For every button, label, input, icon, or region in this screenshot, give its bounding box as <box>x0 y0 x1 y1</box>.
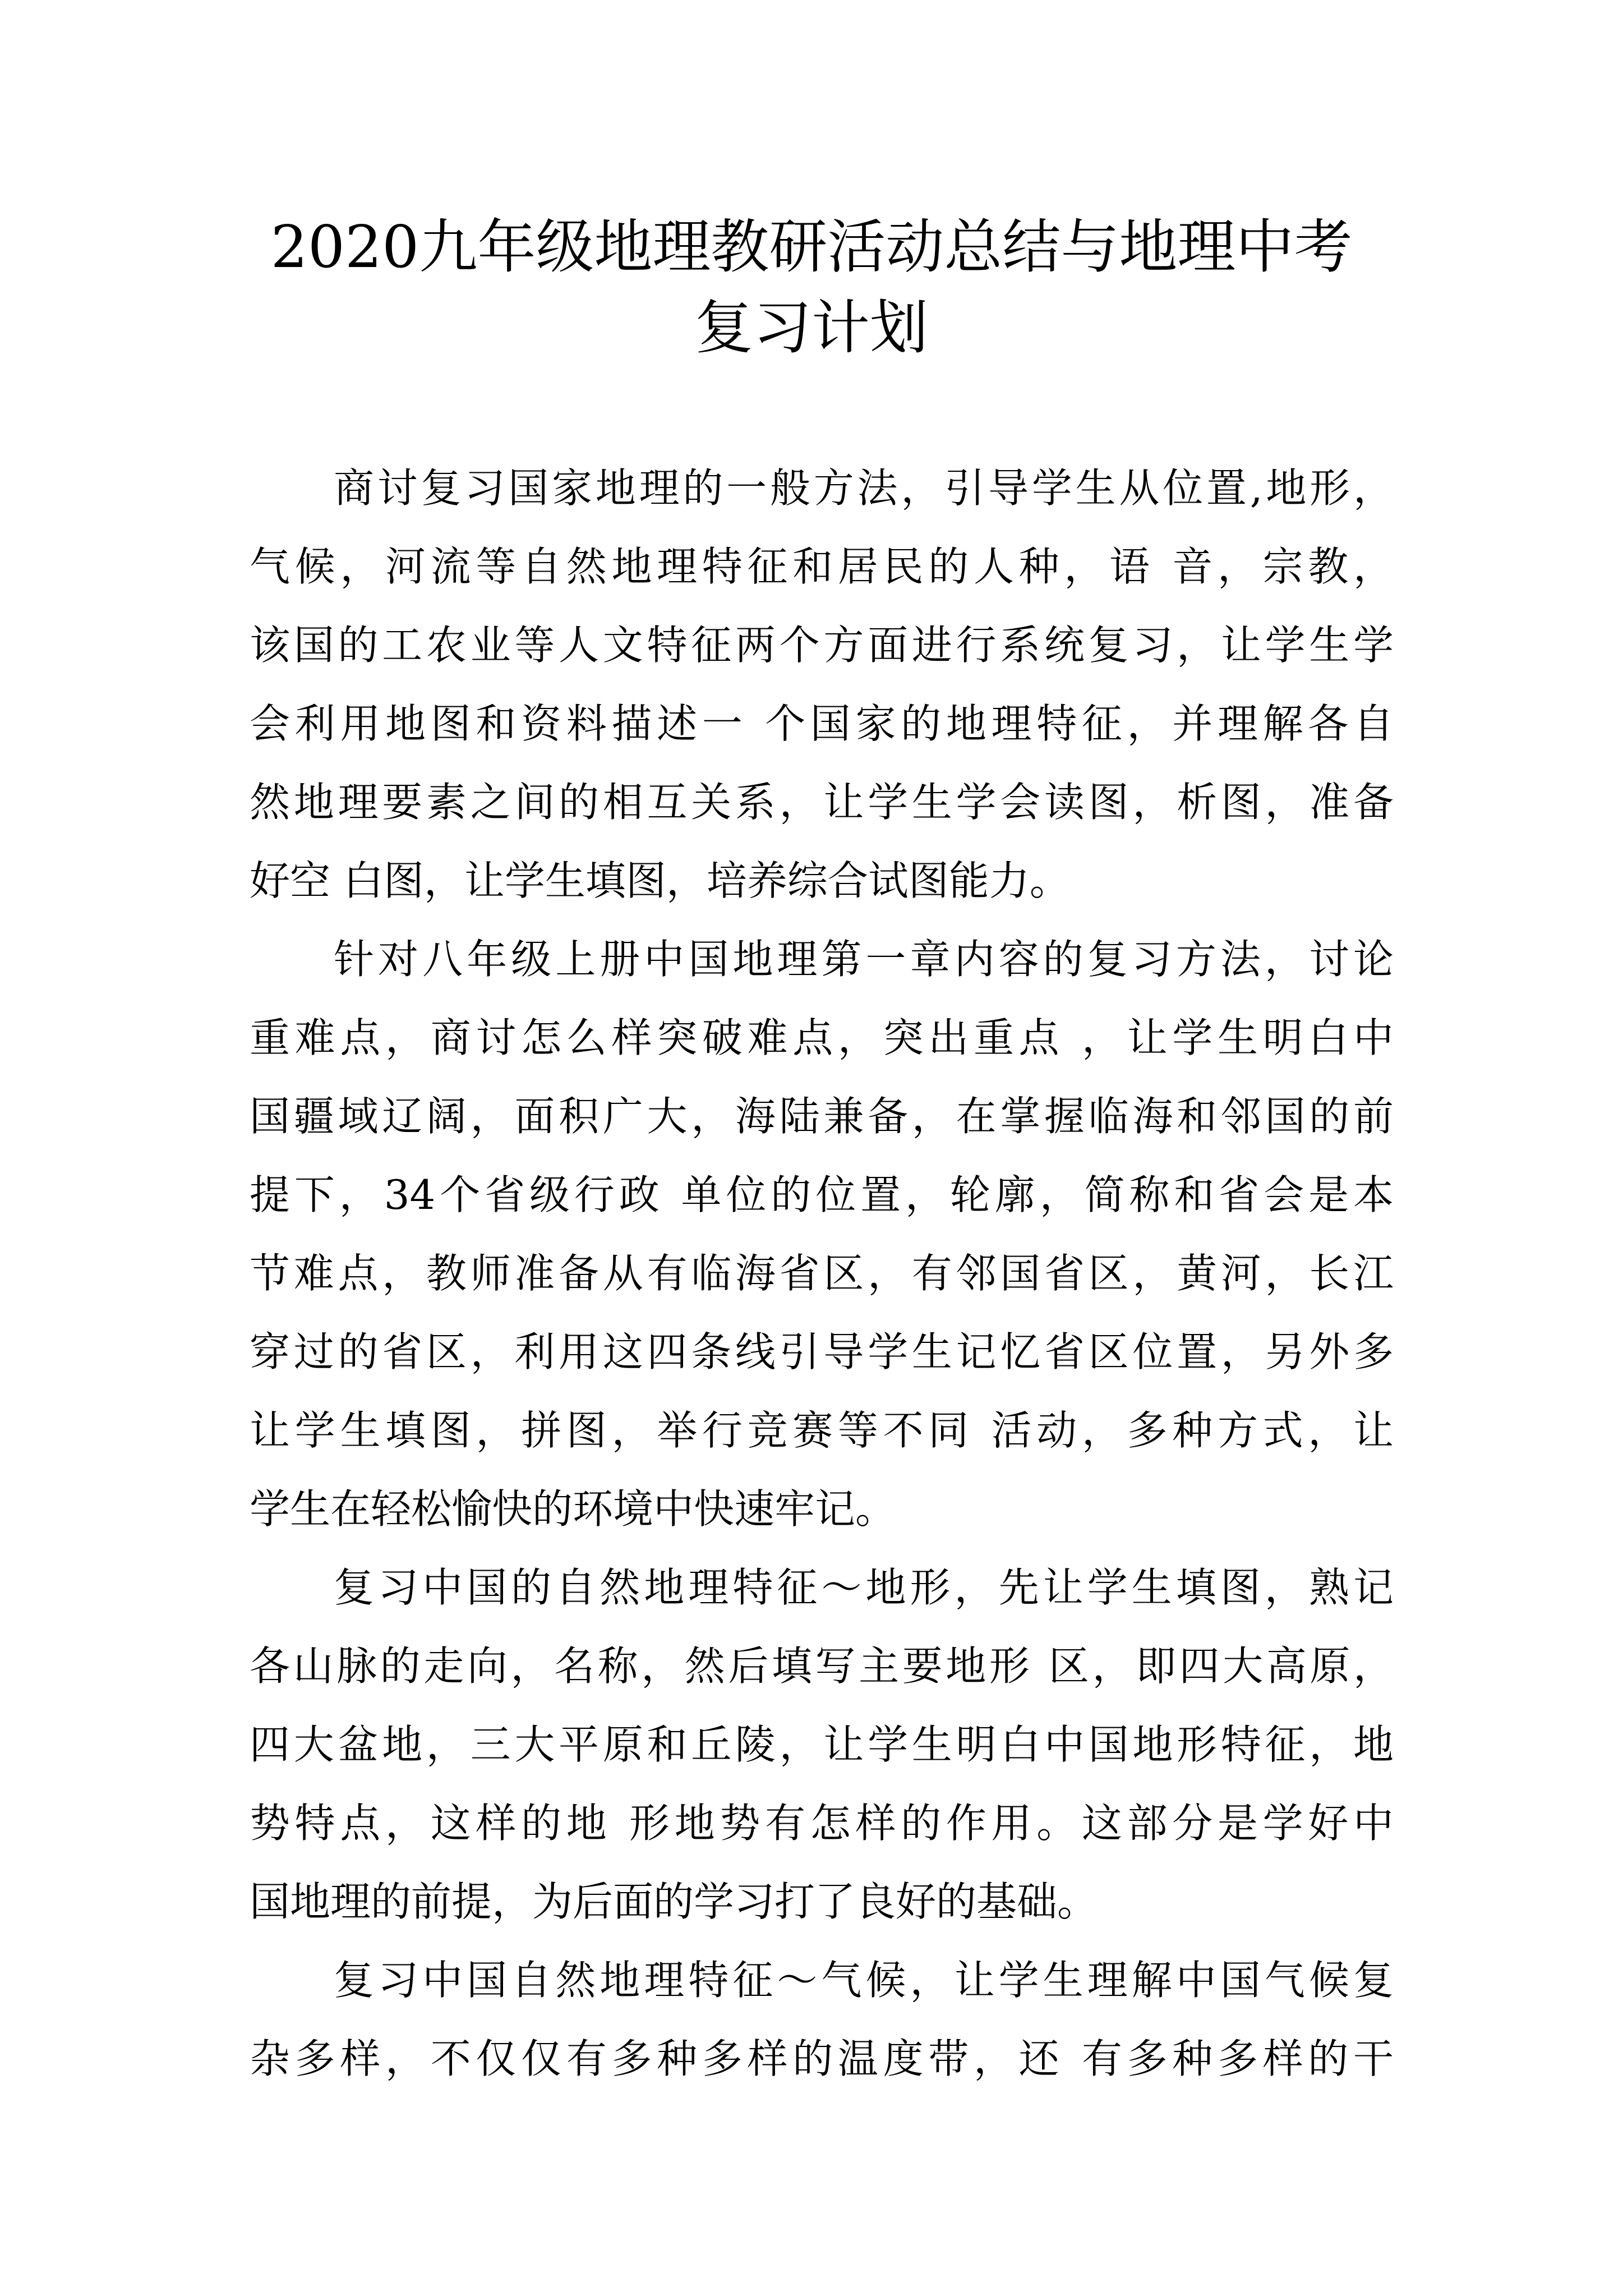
document-title-line-1: 2020九年级地理教研活动总结与地理中考 <box>270 213 1353 281</box>
body-text-line: 让学生填图，拼图，举行竞赛等不同 活动，多种方式，让 <box>250 1407 1394 1454</box>
body-text-line: 杂多样，不仅仅有多种多样的温度带，还 有多种多样的干 <box>250 2035 1394 2082</box>
body-text-line: 节难点，教师准备从有临海省区，有邻国省区，黄河，长江 <box>250 1250 1394 1297</box>
body-text-line: 复习中国的自然地理特征～地形，先让学生填图，熟记 <box>334 1564 1394 1611</box>
body-text-line: 该国的工农业等人文特征两个方面进行系统复习，让学生学 <box>250 622 1394 669</box>
body-text-line: 国疆域辽阔，面积广大，海陆兼备，在掌握临海和邻国的前 <box>250 1093 1394 1140</box>
body-text-line: 穿过的省区，利用这四条线引导学生记忆省区位置，另外多 <box>250 1328 1394 1375</box>
document-title-line-2: 复习计划 <box>694 293 928 362</box>
body-text-line: 复习中国自然地理特征～气候，让学生理解中国气候复 <box>334 1957 1394 2004</box>
body-text-line: 各山脉的走向，名称，然后填写主要地形 区，即四大高原， <box>250 1642 1394 1690</box>
body-text-line: 重难点，商讨怎么样突破难点，突出重点 ，让学生明白中 <box>250 1014 1394 1061</box>
body-text-line: 国地理的前提，为后面的学习打了良好的基础。 <box>250 1878 1098 1925</box>
body-text-line: 针对八年级上册中国地理第一章内容的复习方法，讨论 <box>334 936 1394 983</box>
body-text-line: 学生在轻松愉快的环境中快速牢记。 <box>250 1485 896 1533</box>
body-text-line: 四大盆地，三大平原和丘陵，让学生明白中国地形特征，地 <box>250 1721 1394 1768</box>
body-text-line: 提下，34个省级行政 单位的位置，轮廓，简称和省会是本 <box>250 1171 1394 1218</box>
body-text-line: 好空 白图，让学生填图，培养综合试图能力。 <box>250 857 1070 904</box>
body-text-line: 会利用地图和资料描述一 个国家的地理特征，并理解各自 <box>250 700 1394 747</box>
body-text-line: 商讨复习国家地理的一般方法，引导学生从位置,地形， <box>334 464 1394 512</box>
body-text-line: 势特点，这样的地 形地势有怎样的作用。这部分是学好中 <box>250 1800 1394 1847</box>
body-text-line: 然地理要素之间的相互关系，让学生学会读图，析图，准备 <box>250 779 1394 826</box>
body-text-line: 气候，河流等自然地理特征和居民的人种，语 音，宗教， <box>250 543 1394 590</box>
